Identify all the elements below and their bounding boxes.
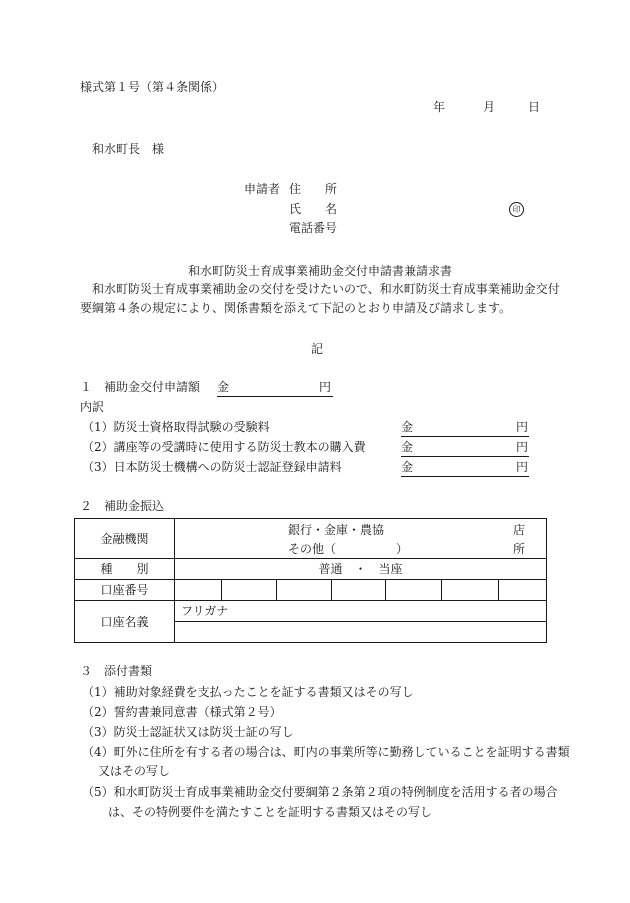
form-number: 様式第１号（第４条関係）	[80, 80, 225, 94]
account-number-digit-cell[interactable]	[499, 580, 547, 601]
account-type-label-cell: 種 別	[75, 559, 175, 580]
address-label: 住 所	[289, 182, 338, 196]
date-month-label: 月	[483, 100, 496, 114]
breakdown-item-3-label: （3）日本防災士機構への防災士認証登録申請料	[82, 460, 342, 474]
account-name-value-cell[interactable]	[175, 622, 547, 643]
breakdown-label: 内訳	[80, 400, 105, 414]
ki-heading: 記	[311, 342, 324, 356]
bank-types-text: 銀行・金庫・農協	[288, 523, 385, 537]
account-number-digit-cell[interactable]	[332, 580, 386, 601]
office-text: 所	[513, 542, 526, 556]
account-name-label-cell: 口座名義	[75, 601, 175, 643]
attachment-item-3: （3）防災士認証状又は防災士証の写し	[82, 725, 294, 739]
section1-heading: １ 補助金交付申請額	[80, 380, 201, 394]
breakdown-item-2-amount: 金 円	[401, 441, 529, 457]
attachment-item-4-cont: 又はその写し	[98, 764, 171, 778]
addressee: 和水町長 様	[92, 142, 165, 156]
account-number-digit-cell[interactable]	[442, 580, 499, 601]
section2-heading: ２ 補助金振込	[80, 499, 165, 513]
institution-value-cell[interactable]	[175, 519, 547, 559]
date-day-label: 日	[528, 100, 541, 114]
name-label: 氏 名	[289, 202, 338, 216]
breakdown-item-2-label: （2）講座等の受講時に使用する防災士教本の購入費	[82, 440, 366, 454]
seal-mark: 印	[509, 202, 524, 217]
institution-label-cell: 金融機関	[75, 519, 175, 559]
attachment-item-5-cont: は、その特例要件を満たすことを証明する書類又はその写し	[108, 805, 433, 819]
account-number-digit-cell[interactable]	[277, 580, 332, 601]
account-number-digit-cell[interactable]	[386, 580, 442, 601]
attachment-item-5: （5）和水町防災士育成事業補助金交付要綱第２条第２項の特例制度を活用する者の場合	[82, 785, 558, 799]
breakdown-item-3-amount: 金 円	[401, 461, 529, 477]
account-number-digit-cell[interactable]	[222, 580, 277, 601]
body-line-1: 和水町防災士育成事業補助金の交付を受けたいので、和水町防災士育成事業補助金交付	[92, 282, 560, 296]
bank-transfer-table	[74, 518, 547, 643]
account-type-value-cell[interactable]: 普通 ・ 当座	[175, 559, 547, 580]
document-title: 和水町防災士育成事業補助金交付申請書兼請求書	[188, 264, 453, 278]
body-line-2: 要綱第４条の規定により、関係書類を添えて下記のとおり申請及び請求します。	[80, 301, 512, 315]
date-year-label: 年	[433, 100, 446, 114]
other-institution-text: その他（ ）	[288, 542, 409, 556]
request-amount-yen: 円	[318, 380, 331, 394]
branch-text: 店	[513, 523, 526, 537]
attachment-item-4: （4）町外に住所を有する者の場合は、町内の事業所等に勤務していることを証明する書類	[82, 745, 570, 759]
phone-label: 電話番号	[289, 221, 338, 235]
account-number-digit-cell[interactable]	[175, 580, 222, 601]
breakdown-item-1-label: （1）防災士資格取得試験の受験料	[82, 420, 270, 434]
section3-heading: ３ 添付書類	[80, 664, 153, 678]
breakdown-item-1-amount: 金 円	[401, 421, 529, 437]
attachment-item-1: （1）補助対象経費を支払ったことを証する書類又はその写し	[82, 685, 414, 699]
request-amount-kin: 金	[217, 380, 230, 394]
applicant-label: 申請者	[244, 182, 281, 196]
account-number-label-cell: 口座番号	[75, 580, 175, 601]
furigana-cell[interactable]: フリガナ	[175, 601, 547, 622]
attachment-item-2: （2）誓約書兼同意書（様式第２号）	[82, 705, 282, 719]
request-amount-field	[217, 381, 333, 397]
